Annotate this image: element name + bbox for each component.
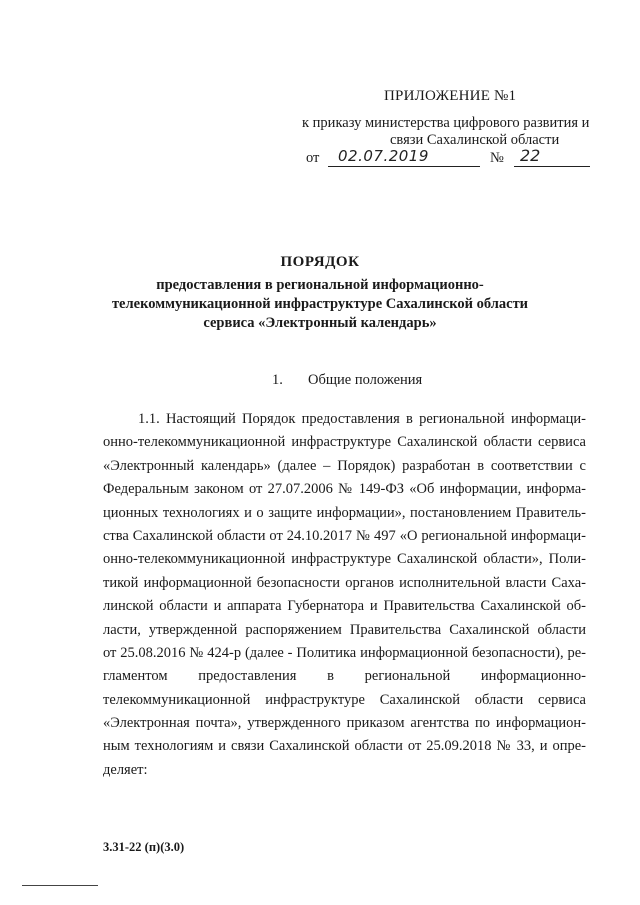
paragraph-line: тикой информационной безопасности органов исполнительной власти Саха- <box>103 574 586 591</box>
paragraph-1-1 <box>103 408 586 782</box>
section-title: Общие положения <box>308 372 423 388</box>
paragraph-line: «Электронная почта», утвержденного приказом агентства по информацион- <box>103 715 586 732</box>
order-date-number-row <box>306 146 586 172</box>
paragraph-line: 1.1. Настоящий Порядок предоставления в региональной информаци- <box>138 411 586 427</box>
footer-rule <box>22 885 98 886</box>
order-reference-line-2: связи Сахалинской области <box>390 132 560 148</box>
date-underline <box>328 166 480 167</box>
paragraph-line: ным технологиям и связи Сахалинской области от 25.09.2018 № 33, и опре- <box>103 738 586 755</box>
paragraph-line: гламентом предоставления в региональной информационно- <box>103 668 586 685</box>
paragraph-line: онно-телекоммуникационной инфраструктуре Сахалинской области», Поли- <box>103 551 586 568</box>
paragraph-line: «Электронный календарь» (далее – Порядок) разработан в соответствии с <box>103 457 586 474</box>
section-number: 1. <box>272 372 283 388</box>
appendix-title: ПРИЛОЖЕНИЕ №1 <box>384 88 517 104</box>
paragraph-line: ства Сахалинской области от 24.10.2017 № 497 «О региональной информаци- <box>103 527 586 544</box>
handwritten-date: 02.07.2019 <box>338 147 429 165</box>
from-label: от <box>306 150 320 166</box>
document-subtitle-line-3: сервиса «Электронный календарь» <box>203 315 437 331</box>
paragraph-line: от 25.08.2016 № 424-р (далее - Политика информационной безопасности), ре- <box>103 644 586 661</box>
handwritten-number: 22 <box>520 146 541 165</box>
order-reference-line-1: к приказу министерства цифрового развития и <box>302 115 590 131</box>
number-label: № <box>490 150 504 166</box>
number-underline <box>514 166 590 167</box>
paragraph-line: телекоммуникационной инфраструктуре Сахалинской области сервиса <box>103 691 586 708</box>
document-title: ПОРЯДОК <box>280 254 360 270</box>
paragraph-line: ласти, утвержденной распоряжением Правительства Сахалинской области <box>103 621 586 638</box>
paragraph-line: ционных технологиях и о защите информации», постановлением Правитель- <box>103 504 586 521</box>
paragraph-line: деляет: <box>103 761 148 778</box>
paragraph-line: Федеральным законом от 27.07.2006 № 149-ФЗ «Об информации, информа- <box>103 481 586 498</box>
document-subtitle-line-2: телекоммуникационной инфраструктуре Сахалинской области <box>111 296 529 312</box>
paragraph-line: линской области и аппарата Губернатора и Правительства Сахалинской об- <box>103 598 586 615</box>
document-code: 3.31-22 (п)(3.0) <box>103 840 185 854</box>
paragraph-line: онно-телекоммуникационной инфраструктуре Сахалинской области сервиса <box>103 434 586 451</box>
document-subtitle-line-1: предоставления в региональной информационно- <box>156 277 484 293</box>
